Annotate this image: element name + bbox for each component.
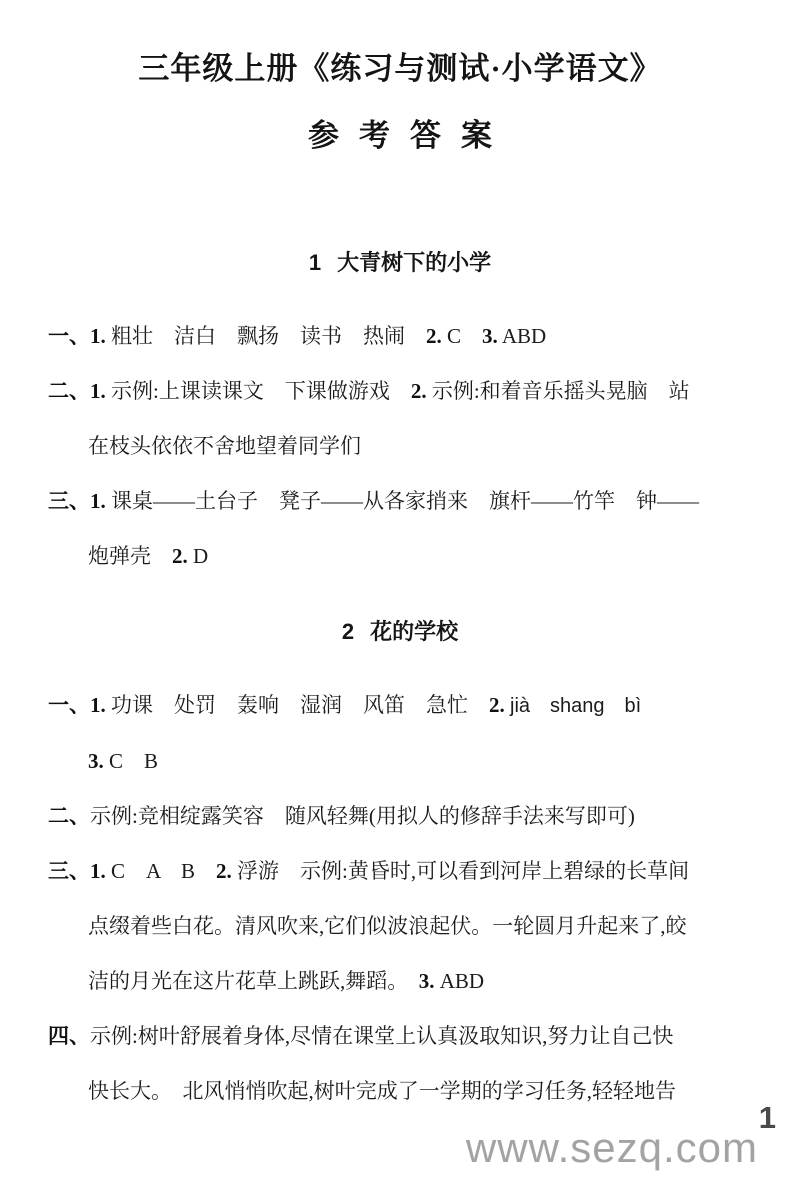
answer-line (48, 529, 756, 584)
answer-text: D (187, 544, 209, 568)
answer-text: C B (103, 749, 159, 773)
answer-number: 二、 (48, 804, 90, 828)
document-title: 三年级上册《练习与测试·小学语文》 (138, 51, 662, 86)
answer-line (48, 309, 756, 364)
answer-line (48, 364, 756, 419)
answer-line (48, 734, 756, 789)
section-number: 2 (341, 619, 355, 644)
answer-number: 2. (216, 859, 232, 883)
answer-text: ABD (497, 324, 547, 348)
answer-line (48, 954, 756, 1009)
answer-number: 一、 (48, 324, 90, 348)
section-number: 1 (308, 250, 322, 275)
answer-line (48, 789, 756, 844)
answer-text: 在枝头依依不舍地望着同学们 (88, 434, 361, 458)
answer-text: 浮游 示例:黄昏时,可以看到河岸上碧绿的长草间 (231, 859, 690, 883)
page-number: 1 (758, 1100, 776, 1135)
answer-text: C A B (105, 859, 217, 883)
section-heading-2 (0, 618, 800, 646)
answer-lines-section-1 (0, 309, 800, 584)
answer-number: 3. (482, 324, 498, 348)
answer-line (48, 844, 756, 899)
document-subtitle: 参考答案 (308, 118, 512, 153)
answer-line (48, 678, 756, 734)
section-heading-1 (0, 249, 800, 277)
answer-text: 功课 处罚 轰响 湿润 风笛 急忙 (105, 693, 489, 717)
answer-number: 二、 (48, 379, 90, 403)
answer-text: 点缀着些白花。清风吹来,它们似波浪起伏。一轮圆月升起来了,皎 (88, 914, 687, 938)
answer-number: 三、 (48, 859, 90, 883)
answer-number: 1. (90, 489, 106, 513)
answer-line (48, 1064, 756, 1119)
section-title-text: 花的学校 (370, 619, 459, 644)
answer-number: 2. (489, 693, 505, 717)
answer-number: 1. (90, 379, 106, 403)
answer-line (48, 419, 756, 474)
answer-text: 炮弹壳 (88, 544, 172, 568)
watermark: www.sezq.com (465, 1124, 758, 1171)
answer-number: 3. (418, 969, 435, 993)
answer-number: 1. (90, 859, 106, 883)
answer-text: 快长大。 北风悄悄吹起,树叶完成了一学期的学习任务,轻轻地告 (88, 1079, 676, 1103)
answer-number: 一、 (48, 693, 90, 717)
answer-text: 示例:树叶舒展着身体,尽情在课堂上认真汲取知识,努力让自己快 (90, 1024, 674, 1048)
answer-number: 2. (172, 544, 188, 568)
answer-line (48, 474, 756, 529)
pinyin-text: jià shang bì (510, 695, 642, 717)
answer-text: 洁的月光在这片花草上跳跃,舞蹈。 (88, 969, 419, 993)
answer-number: 三、 (48, 489, 90, 513)
section-title-text: 大青树下的小学 (337, 250, 492, 275)
answer-number: 1. (90, 324, 106, 348)
answer-text: ABD (434, 969, 485, 993)
answer-text: 粗壮 洁白 飘扬 读书 热闹 (105, 324, 426, 348)
answer-lines-section-2 (0, 678, 800, 1119)
answer-text: 示例:和着音乐摇头晃脑 站 (426, 379, 690, 403)
answer-text: 课桌——土台子 凳子——从各家捎来 旗杆——竹竿 钟—— (105, 489, 699, 513)
answer-text: 示例:竞相绽露笑容 随风轻舞(用拟人的修辞手法来写即可) (90, 804, 635, 828)
answer-text: 示例:上课读课文 下课做游戏 (105, 379, 411, 403)
answer-number: 1. (90, 693, 106, 717)
answer-line (48, 1009, 756, 1064)
answer-number: 四、 (48, 1024, 90, 1048)
answer-number: 3. (88, 749, 104, 773)
answer-number: 2. (426, 324, 442, 348)
answer-number: 2. (410, 379, 427, 403)
answer-line (48, 899, 756, 954)
answer-text: C (441, 324, 483, 348)
